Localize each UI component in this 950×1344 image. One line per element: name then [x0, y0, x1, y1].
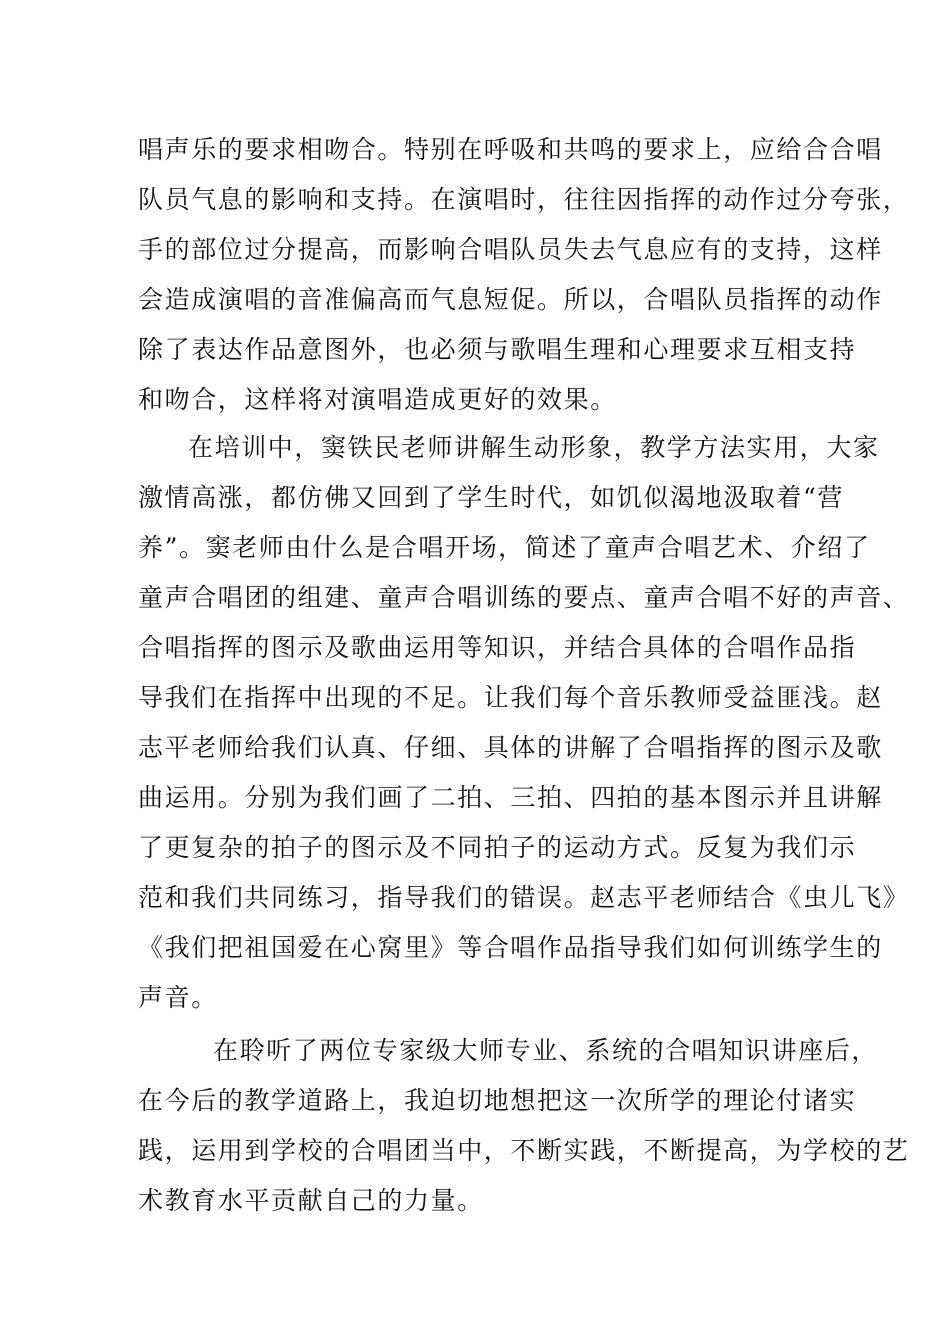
text-line: 合唱指挥的图示及歌曲运用等知识，并结合具体的合唱作品指	[138, 633, 857, 662]
text-line: 在今后的教学道路上，我迫切地想把这一次所学的理论付诸实	[138, 1086, 857, 1115]
text-line: 除了表达作品意图外，也必须与歌唱生理和心理要求互相支持	[138, 335, 857, 364]
text-line: 队员气息的影响和支持。在演唱时，往往因指挥的动作过分夸张，	[138, 185, 910, 214]
text-line: 曲运用。分别为我们画了二拍、三拍、四拍的基本图示并且讲解	[138, 783, 883, 812]
text-line: 声音。	[138, 983, 218, 1012]
text-line: 了更复杂的拍子的图示及不同拍子的运动方式。反复为我们示	[138, 833, 857, 862]
text-line: 导我们在指挥中出现的不足。让我们每个音乐教师受益匪浅。赵	[138, 683, 883, 712]
text-line: 童声合唱团的组建、童声合唱训练的要点、童声合唱不好的声音、	[138, 583, 910, 612]
text-line: 手的部位过分提高，而影响合唱队员失去气息应有的支持，这样	[138, 235, 883, 264]
text-line: 养”。窦老师由什么是合唱开场，简述了童声合唱艺术、介绍了	[138, 533, 871, 562]
text-line: 在培训中，窦铁民老师讲解生动形象，教学方法实用，大家	[188, 433, 880, 462]
text-line: 术教育水平贡献自己的力量。	[138, 1186, 484, 1215]
text-line: 激情高涨，都仿佛又回到了学生时代，如饥似渴地汲取着“营	[138, 483, 844, 512]
text-line: 志平老师给我们认真、仔细、具体的讲解了合唱指挥的图示及歌	[138, 733, 883, 762]
text-line: 《我们把祖国爱在心窝里》等合唱作品指导我们如何训练学生的	[138, 933, 883, 962]
text-line: 和吻合，这样将对演唱造成更好的效果。	[138, 385, 617, 414]
text-line: 会造成演唱的音准偏高而气息短促。所以，合唱队员指挥的动作	[138, 285, 883, 314]
text-line: 践，运用到学校的合唱团当中，不断实践，不断提高，为学校的艺	[138, 1136, 910, 1165]
text-line: 唱声乐的要求相吻合。特别在呼吸和共鸣的要求上，应给合合唱	[138, 135, 883, 164]
text-line: 范和我们共同练习，指导我们的错误。赵志平老师结合《虫儿飞》	[138, 883, 910, 912]
text-line: 在聆听了两位专家级大师专业、系统的合唱知识讲座后，	[213, 1036, 879, 1065]
